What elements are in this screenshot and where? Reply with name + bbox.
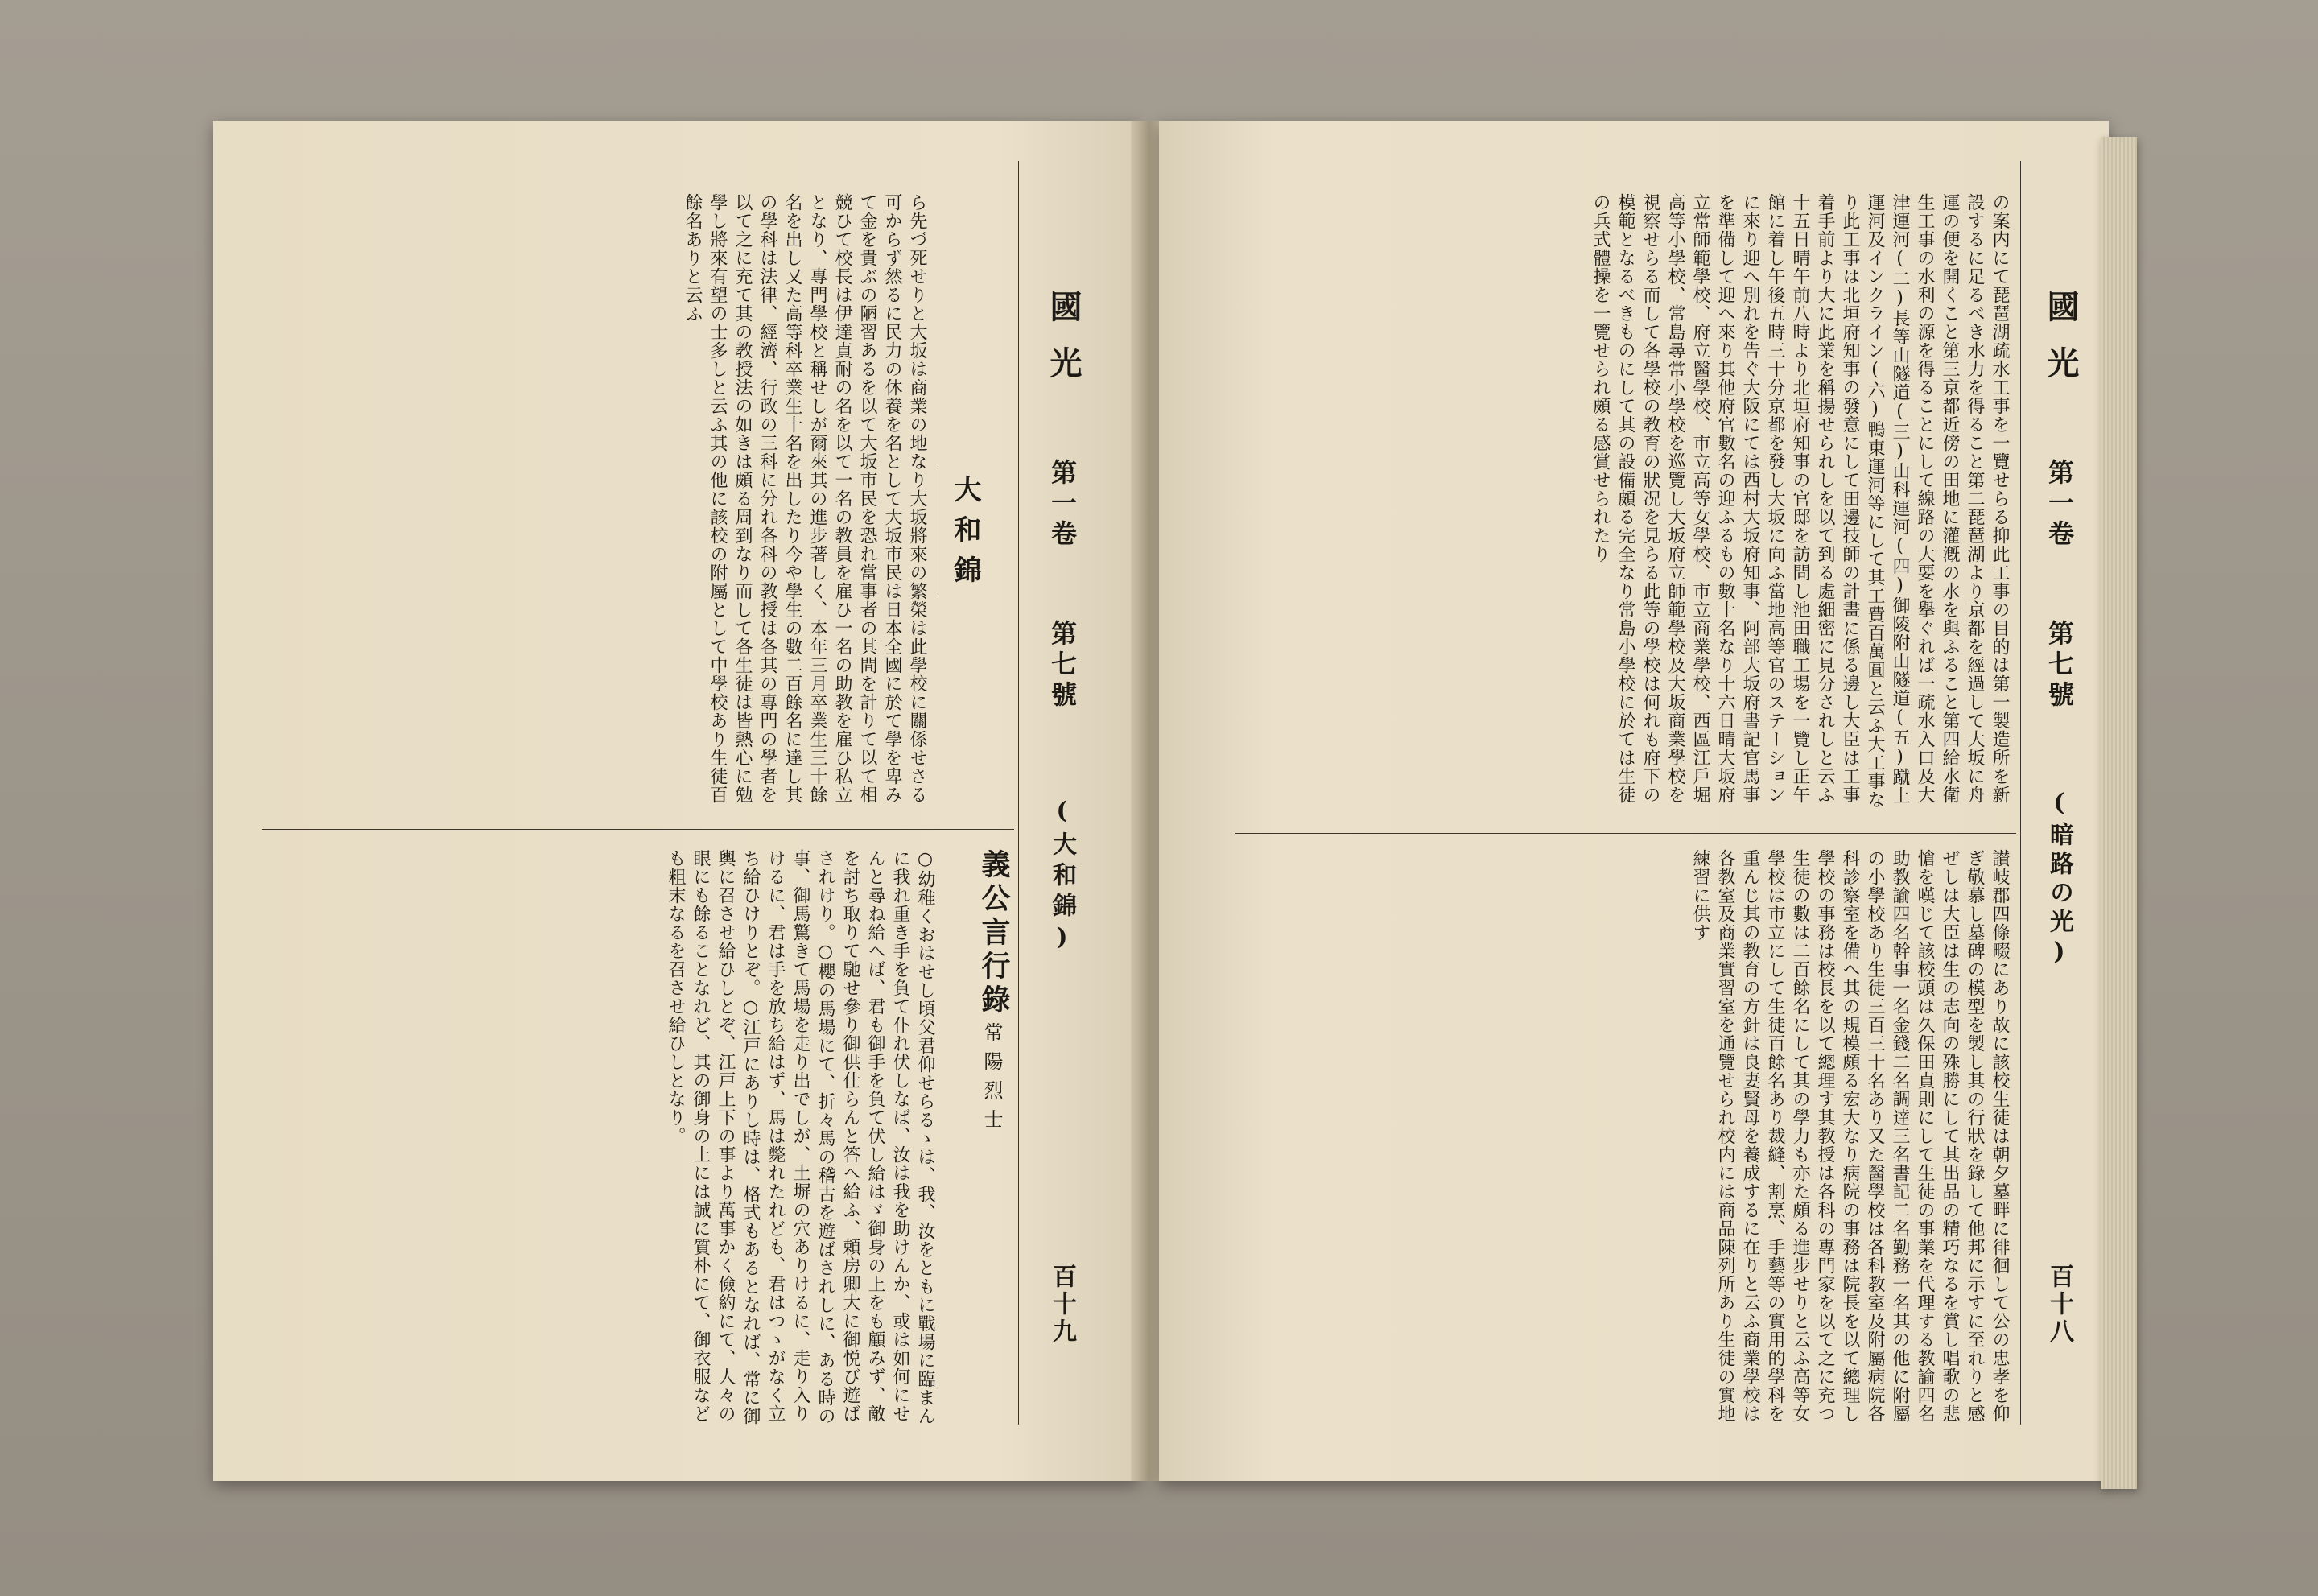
left-header-rule (1018, 161, 1019, 1425)
right-center-divider (1235, 833, 2016, 834)
left-center-divider (262, 829, 1014, 830)
right-upper-text: の案内にて琵琶湖疏水工事を一覽せらる抑此工事の目的は第一製造所を新設するに足るべき水力を得ること第二琵琶湖より京都を經過して大坂に舟運の便を開くこと第三京都近傍の田地に灌漑の水を與ふること第四給水衛生工事の水利の源を得ることにして線路の大要を擧ぐれば一疏水入口及大津運河(二)長等山隧道(三)山科運河(四)御陵附山隧道(五)蹴上運河及インクライン(六)鴨東運河等にして其工費百萬圓と云ふ大工事なり此工事は北垣府知事の發意にして田邊技師の計畫に係る邊し大臣は工事着手前より大に此業を稱揚せられしを以て到る處細密に見分されしと云ふ十五日晴午前八時より北垣府知事の官邸を訪問し池田職工場を一覽し正午館に着し午後五時三十分京都を發し大坂に向ふ當地高等官のステーションに來り迎へ別れを告ぐ大阪にては西村大坂府知事、阿部大坂府書記官馬事を準備して迎へ來り其他府官數名の迎ふるもの數十名なり十六日晴大坂府立常師範學校、府立醫學校、市立高等女學校、市立商業學校、西區江戶堀高等小學校、常島尋常小學校を巡覽し大坂府立師範學校及大坂商業學校を視察せらる而して各學校の教育の狀况を見らる此等の學校は何れも府下の模範となるべきものにして其の設備頗る完全なり常島小學校に於ては生徒の兵式體操を一覽せられ頗る感賞せられたり (1590, 193, 2010, 809)
right-issue: 第七號 (2044, 620, 2075, 711)
left-upper-text: ら先づ死せりと大坂は商業の地なり大坂將來の繁榮は此學校に關係せさる可からず然るに民力の休養を名として大坂市民は日本全國に於て學を卑みて金を貴ぶの陋習あるを以て大坂市民を恐れ當事者の其間を計りて以て相競ひて校長は伊達貞耐の名を以て一名の教員を雇ひ一名の助教を雇ひ私立となり、專門學校と稱せしが爾來其の進步著しく、本年三月卒業生三十餘名を出し又た高等科卒業生十名を出したり今や學生の數二百餘名に達し其の學科は法律、經濟、行政の三科に分れ各科の教授は各其の專門の學者を以て之に充て其の教授法の如きは頗る周到なり而して各生徒は皆熱心に勉學し將來有望の士多しと云ふ其の他に該校の附屬として中學校あり生徒百餘名ありと云ふ (683, 193, 927, 804)
left-volume: 第一卷 (1047, 459, 1078, 551)
left-byline: 常陽烈士 (980, 1022, 1003, 1138)
right-volume: 第一卷 (2044, 459, 2075, 551)
left-issue: 第七號 (1047, 620, 1078, 711)
right-page-number: 百十八 (2045, 1264, 2073, 1346)
left-journal-title: 國光 (1045, 290, 1083, 402)
left-section-title: 大和錦 (949, 475, 981, 596)
left-article-tag: (大和錦) (1048, 797, 1076, 958)
right-journal-title: 國光 (2042, 290, 2080, 402)
right-header-rule (2020, 161, 2021, 1425)
page-stack-edge (2101, 137, 2137, 1489)
right-page (1159, 121, 2109, 1481)
left-lower-text: ○幼稚くおはせし頃父君仰せらるゝは、我、汝をともに戰場に臨まんに我れ重き手を負て仆れ伏しなば、汝は我を助けんか、或は如何にせんと尋ね給へば、君も御手を負て伏し給はゞ御身の上をも顧みず、敵を討ち取りて馳せ參り御供仕らんと答へ給ふ、頼房卿大に御悦び遊ばされけり。○櫻の馬場にて、折々馬の稽古を遊ばされしに、ある時の事、御馬驚きて馬場を走り出でしが、土塀の穴ありけるに、走り入りけるに、君は手を放ち給はず、馬は斃れたれども、君はつゝがなく立ち給ひけりとぞ。○江戸にありし時は、格式もあるとなれば、常に御輿に召させ給ひしとぞ、江戸上下の事より萬事かく儉約にて、人々の眼にも餘ることなれど、其の御身の上には誠に質朴にて、御衣服なども粗末なるを召させ給ひしとなり。 (666, 849, 935, 1425)
right-article-tag: (暗路の光) (2045, 789, 2073, 971)
left-subsection-title: 義公言行錄 (977, 849, 1011, 1018)
left-page (213, 121, 1139, 1481)
left-page-number: 百十九 (1048, 1264, 1076, 1346)
right-lower-text: 讃岐郡四條畷にあり故に該校生徒は朝夕墓畔に徘徊して公の忠孝を仰ぎ敬慕し墓碑の模型を製し其の行狀を錄して他邦に示すに至れりと感ぜしは大臣は生の志向の殊勝にして其出品の精巧なるを賞し唱歌の悲愴を嘆じて該校頭は久保田貞則にして生徒の事業を代理する教諭四名助教諭四名幹事一名金錢二名調達三名書記二名勤務一名其の他に附屬の小學校あり生徒三百三十名あり又た醫學校は各科教室及附屬病院各科診察室を備へ其の規模頗る宏大なり病院の事務は院長を以て總理し學校の事務は校長を以て總理す其教授は各科の專門家を以て之に充つ生徒の數は二百餘名にして其の學力も亦た頗る進步せりと云ふ高等女學校は市立にして生徒百餘名あり裁縫、割烹、手藝等の實用的學科を重んじ其の教育の方針は良妻賢母を養成するに在りと云ふ商業學校は各教室及商業實習室を通覽せられ校内には商品陳列所あり生徒の實地練習に供す (1690, 849, 2010, 1423)
